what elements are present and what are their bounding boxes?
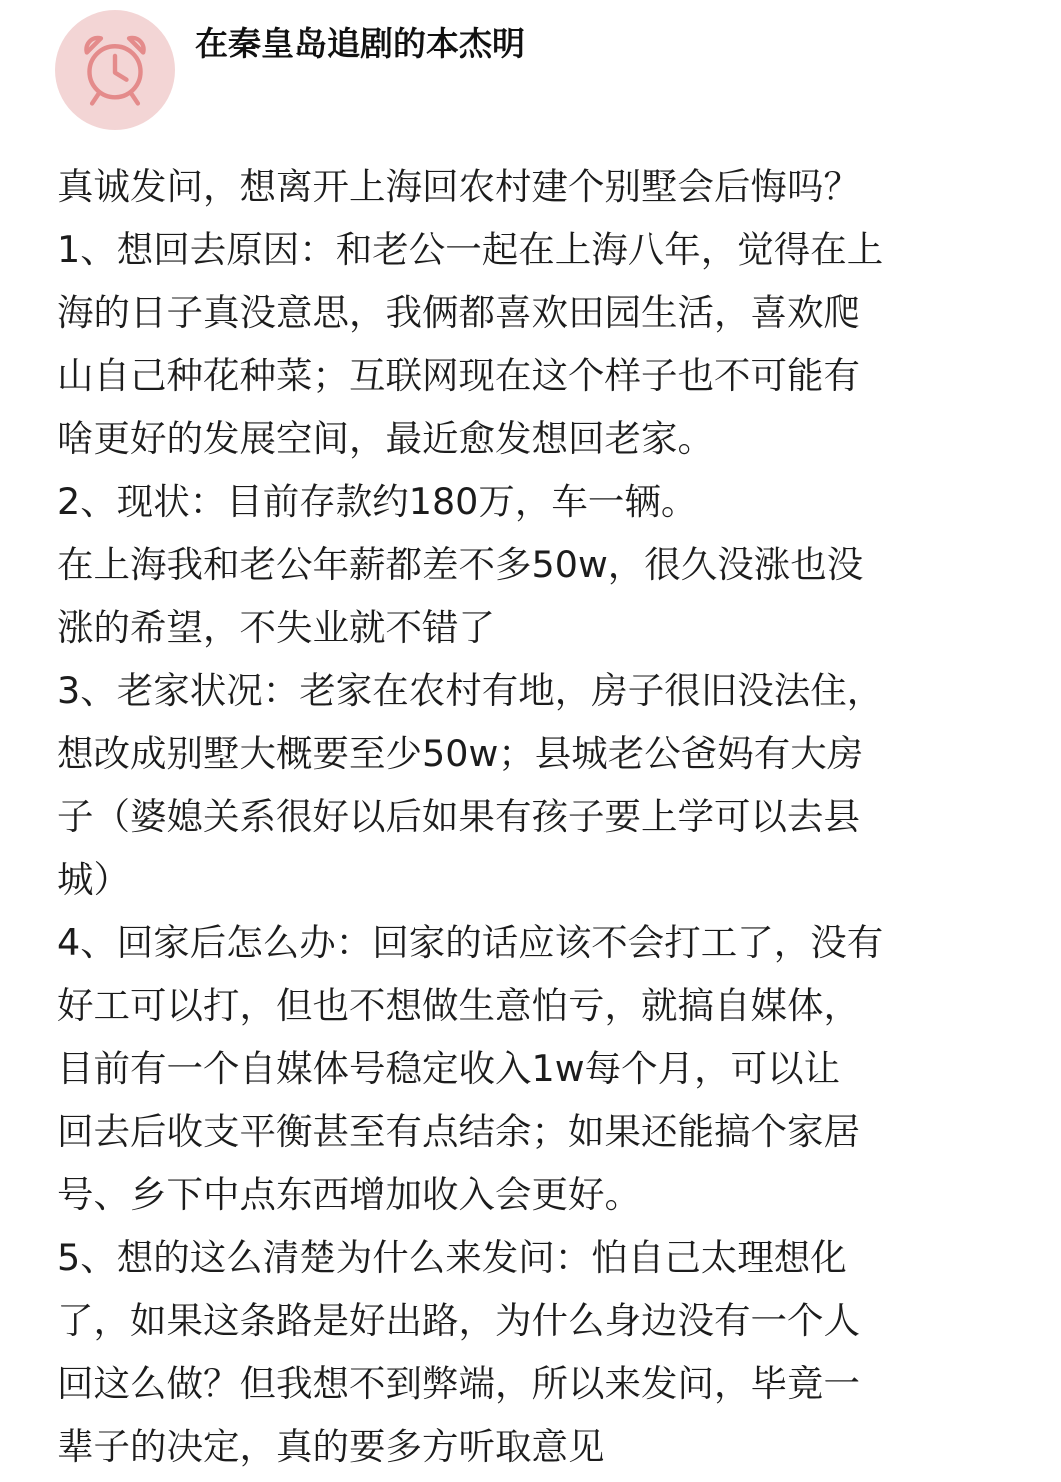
post-line: 4、回家后怎么办：回家的话应该不会打工了，没有 (57, 921, 884, 964)
post-line: 1、想回去原因：和老公一起在上海八年，觉得在上 (57, 228, 884, 271)
post-line: 在上海我和老公年薪都差不多50w，很久没涨也没 (57, 543, 864, 586)
post-header (0, 0, 1061, 140)
post-line: 真诚发问，想离开上海回农村建个别墅会后悔吗？ (57, 165, 860, 208)
post-line: 3、老家状况：老家在农村有地，房子很旧没法住， (57, 669, 884, 712)
post-line: 涨的希望，不失业就不错了 (57, 606, 495, 649)
post-line: 回去后收支平衡甚至有点结余；如果还能搞个家居 (57, 1110, 860, 1153)
post-line: 海的日子真没意思，我俩都喜欢田园生活，喜欢爬 (57, 291, 860, 334)
post-line: 子（婆媳关系很好以后如果有孩子要上学可以去县 (57, 795, 860, 838)
author-name[interactable]: 在秦皇岛追剧的本杰明 (195, 24, 525, 63)
post-line: 想改成别墅大概要至少50w；县城老公爸妈有大房 (57, 732, 864, 775)
post-line: 好工可以打，但也不想做生意怕亏，就搞自媒体， (57, 984, 860, 1027)
alarm-clock-icon (71, 26, 159, 114)
post-body (57, 155, 1022, 1478)
post-line: 2、现状：目前存款约180万，车一辆。 (57, 480, 698, 523)
avatar[interactable] (55, 10, 175, 130)
post-line: 回这么做？但我想不到弊端，所以来发问，毕竟一 (57, 1362, 860, 1405)
post-line: 啥更好的发展空间，最近愈发想回老家。 (57, 417, 714, 460)
post-line: 城） (57, 858, 130, 901)
post-line: 山自己种花种菜；互联网现在这个样子也不可能有 (57, 354, 860, 397)
post-line: 号、乡下中点东西增加收入会更好。 (57, 1173, 641, 1216)
post-line: 5、想的这么清楚为什么来发问：怕自己太理想化 (57, 1236, 847, 1279)
post-line: 了，如果这条路是好出路，为什么身边没有一个人 (57, 1299, 860, 1342)
post-line: 辈子的决定，真的要多方听取意见 (57, 1425, 605, 1468)
post-line: 目前有一个自媒体号稳定收入1w每个月，可以让 (57, 1047, 841, 1090)
